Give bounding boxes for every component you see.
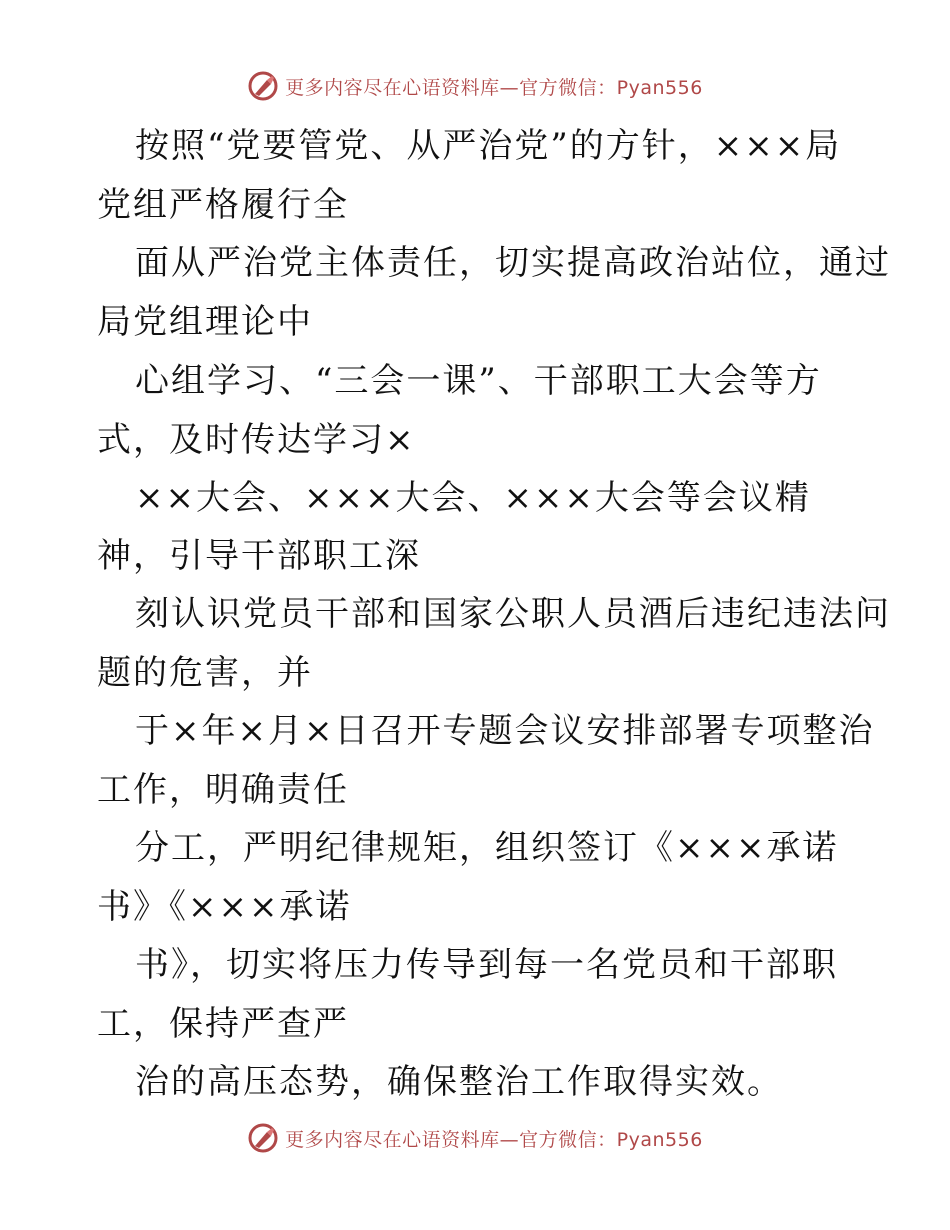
text-line: 分工，严明纪律规矩，组织签订《×××承诺 [135,828,839,868]
text-line: 题的危害，并 [97,653,313,693]
header-watermark [0,70,950,102]
text-line: 于×年×月×日召开专题会议安排部署专项整治 [135,711,875,751]
text-line: 刻认识党员干部和国家公职人员酒后违纪违法问 [135,594,891,634]
text-line: 书》《×××承诺 [97,887,352,927]
watermark-text: 更多内容尽在心语资料库—官方微信：Pyan556 [285,1128,703,1151]
text-line: 工作，明确责任 [97,770,349,810]
watermark-text: 更多内容尽在心语资料库—官方微信：Pyan556 [285,76,703,99]
text-line: 式，及时传达学习× [97,420,416,460]
footer-watermark [0,1122,950,1154]
text-line: 治的高压态势，确保整治工作取得实效。 [135,1062,783,1102]
pen-nib-logo-icon [247,1122,279,1154]
text-line: 局党组理论中 [97,302,313,342]
text-line: 心组学习、“三会一课”、干部职工大会等方 [135,361,822,401]
text-line: 党组严格履行全 [97,185,349,225]
text-line: ××大会、×××大会、×××大会等会议精 [135,478,811,518]
text-line: 神，引导干部职工深 [97,536,421,576]
text-line: 书》，切实将压力传导到每一名党员和干部职 [135,945,838,985]
text-line: 面从严治党主体责任，切实提高政治站位，通过 [135,243,891,283]
pen-nib-logo-icon [247,70,279,102]
text-line: 工，保持严查严 [97,1004,349,1044]
text-line: 按照“党要管党、从严治党”的方针，×××局 [135,126,842,166]
